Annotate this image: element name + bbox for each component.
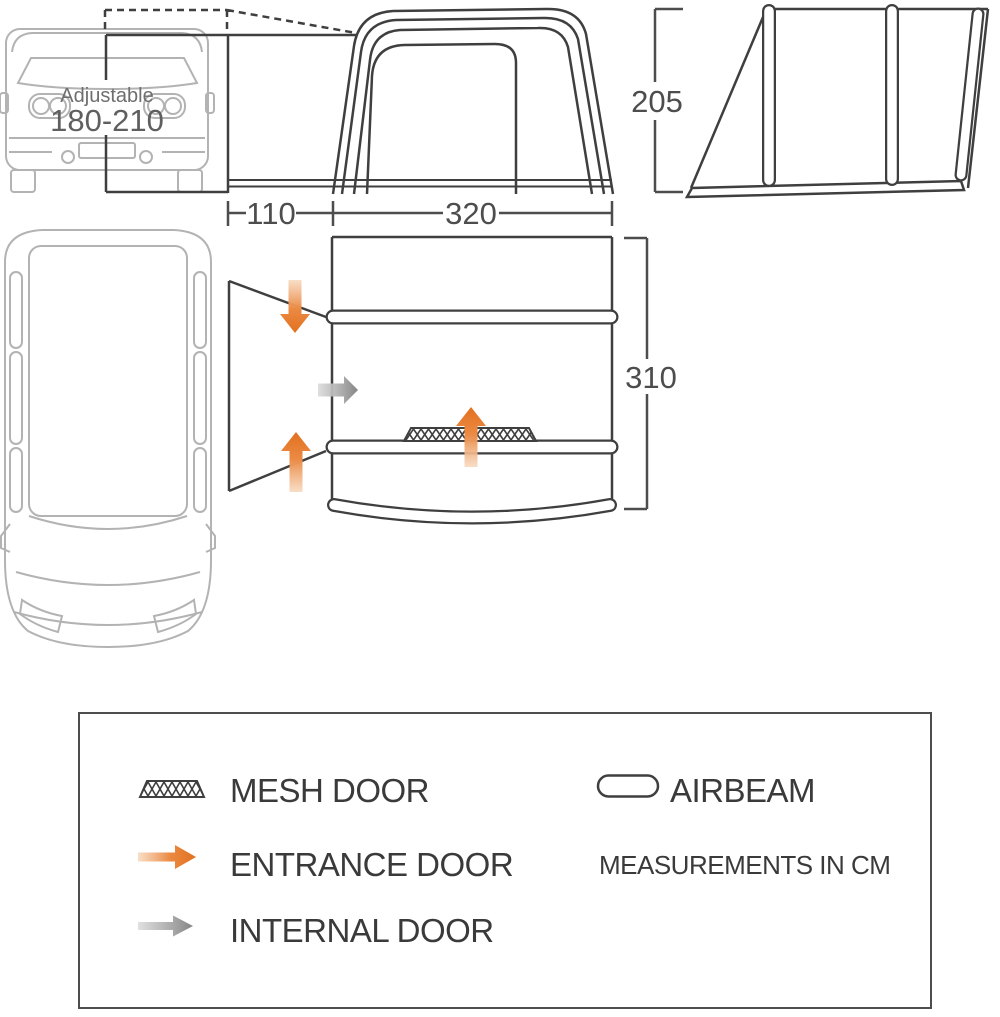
van-plan-window-right <box>194 352 206 444</box>
van-plan-window-right <box>194 448 206 512</box>
van-plan-roof-panel <box>29 246 187 516</box>
side-ground-bar <box>687 181 964 197</box>
legend-internal-door-label: INTERNAL DOOR <box>230 912 494 949</box>
awning-floor-plan <box>229 237 678 518</box>
van-plan-window-left <box>10 448 22 512</box>
awning-width-label: 320 <box>445 196 497 231</box>
van-front-foglight-left <box>62 151 74 163</box>
airbeam-icon <box>596 773 662 799</box>
tunnel-width-label: 110 <box>246 196 296 231</box>
side-airbeams <box>769 11 978 180</box>
mesh-door-icon <box>137 778 207 800</box>
skirt-lines <box>228 180 612 187</box>
connection-tunnel-outline <box>229 281 326 491</box>
legend-entrance-door-label: ENTRANCE DOOR <box>230 846 514 883</box>
van-front-headlight-left-lamp <box>33 98 49 114</box>
entrance-door-outline <box>367 44 516 194</box>
van-plan-window-left <box>10 352 22 444</box>
van-front-wheel-right <box>178 170 202 192</box>
van-plan-bumper-line <box>14 612 202 625</box>
entrance-door-arrow-down <box>280 280 310 333</box>
awning-front-elevation <box>228 9 613 194</box>
van-front-headlight-right-lamp <box>165 98 181 114</box>
adjustable-range-label: 180-210 <box>50 103 164 138</box>
van-plan-view <box>1 230 215 647</box>
side-front-slope <box>691 10 766 188</box>
legend-box <box>78 712 932 1009</box>
legend-mesh-door-label: MESH DOOR <box>230 772 430 809</box>
van-plan-windshield-top <box>29 516 187 529</box>
awning-side-elevation <box>630 9 988 197</box>
van-plan-hood-line <box>16 572 200 585</box>
internal-door-icon <box>138 912 198 940</box>
van-front-foglight-right <box>140 151 152 163</box>
legend-measurements-note: MEASUREMENTS IN CM <box>599 850 891 880</box>
awning-height-label: 205 <box>631 84 683 119</box>
awning-depth-label: 310 <box>625 360 677 395</box>
arch-airbeam-line <box>354 28 592 194</box>
arch-outer-outline <box>333 9 613 194</box>
adjustable-label: Adjustable <box>60 85 154 107</box>
van-plan-window-right <box>194 272 206 348</box>
entrance-door-arrow-up-left <box>281 432 311 492</box>
van-front-wheel-left <box>11 170 35 192</box>
van-plan-window-left <box>10 272 22 348</box>
legend-airbeam-label: AIRBEAM <box>670 772 816 809</box>
internal-door-arrow-right <box>318 376 358 404</box>
entrance-door-icon <box>138 842 200 872</box>
